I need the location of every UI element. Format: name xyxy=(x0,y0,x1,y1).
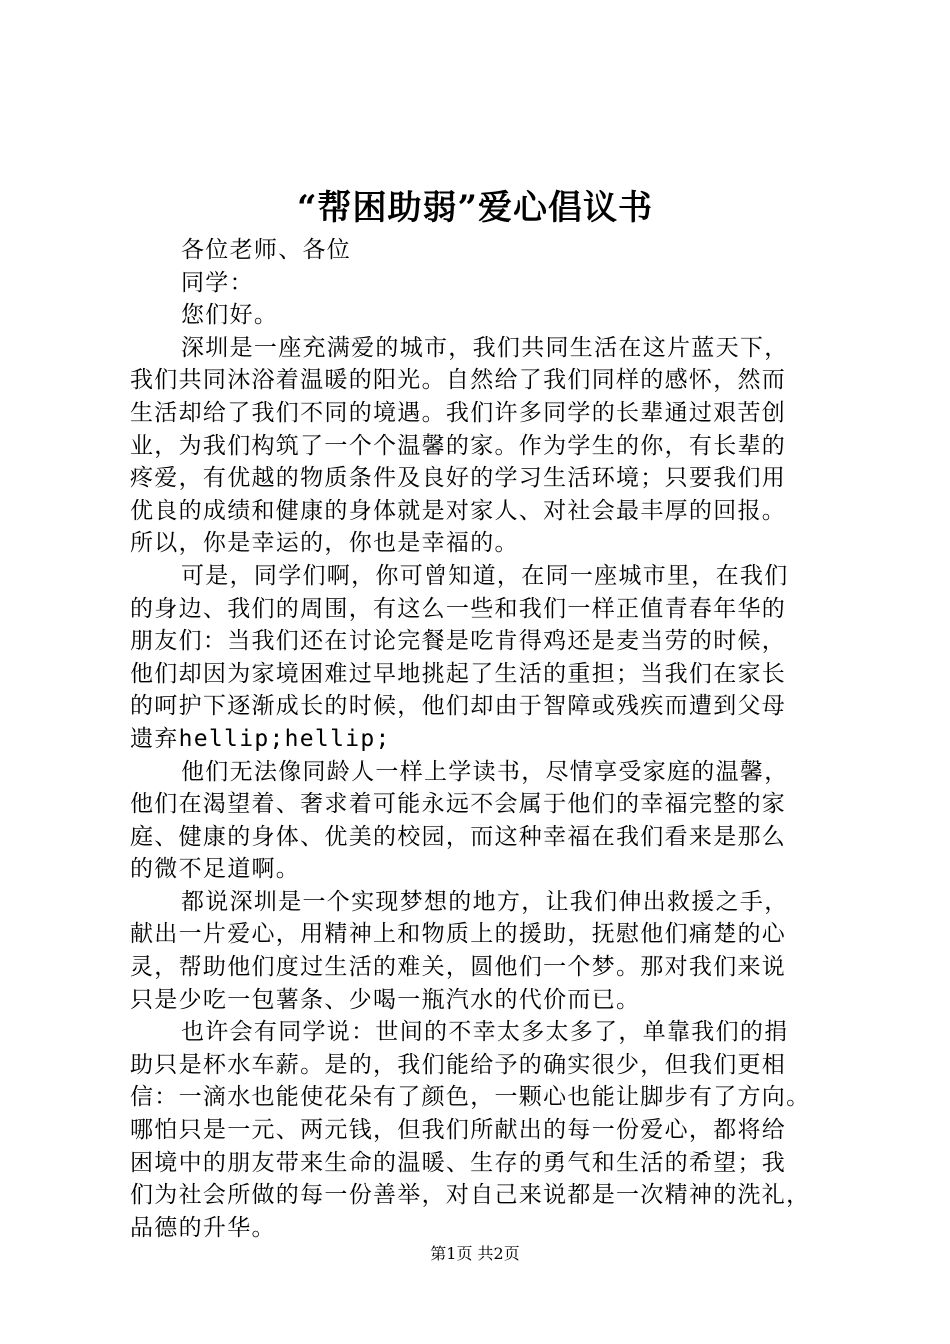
body-line: 哪怕只是一元、两元钱，但我们所献出的每一份爱心，都将给 xyxy=(130,1117,787,1144)
body-line: 的微不足道啊。 xyxy=(130,856,301,883)
body-line: 庭、健康的身体、优美的校园，而这种幸福在我们看来是那么 xyxy=(130,823,787,850)
body-line: 品德的升华。 xyxy=(130,1214,276,1241)
body-line: 的呵护下逐渐成长的时候，他们却由于智障或残疾而遭到父母 xyxy=(130,693,787,720)
body-line: 可是，同学们啊，你可曾知道，在同一座城市里，在我们 xyxy=(181,562,789,589)
body-line: 的身边、我们的周围，有这么一些和我们一样正值青春年华的 xyxy=(130,595,787,622)
body-line: 您们好。 xyxy=(181,302,279,329)
body-line: 们为社会所做的每一份善举，对自己来说都是一次精神的洗礼， xyxy=(130,1182,811,1209)
body-line: 他们在渴望着、奢求着可能永远不会属于他们的幸福完整的家 xyxy=(130,791,787,818)
body-line: 我们共同沐浴着温暖的阳光。自然给了我们同样的感怀，然而 xyxy=(130,367,787,394)
document-title: “帮困助弱”爱心倡议书 xyxy=(296,188,654,228)
document-body xyxy=(130,234,842,1244)
body-line: 只是少吃一包薯条、少喝一瓶汽水的代价而已。 xyxy=(130,986,641,1013)
body-line: 困境中的朋友带来生命的温暖、生存的勇气和生活的希望；我 xyxy=(130,1149,787,1176)
body-line: 都说深圳是一个实现梦想的地方，让我们伸出救援之手， xyxy=(181,888,789,915)
body-line: 生活却给了我们不同的境遇。我们许多同学的长辈通过艰苦创 xyxy=(130,399,787,426)
body-line: 信：一滴水也能使花朵有了颜色，一颗心也能让脚步有了方向。 xyxy=(130,1084,811,1111)
page-footer: 第1页 共2页 xyxy=(430,1244,520,1263)
body-line: 所以，你是幸运的，你也是幸福的。 xyxy=(130,530,519,557)
body-line: 疼爱，有优越的物质条件及良好的学习生活环境；只要我们用 xyxy=(130,465,787,492)
body-line: 朋友们：当我们还在讨论完餐是吃肯得鸡还是麦当劳的时候， xyxy=(130,628,787,655)
body-line: 业，为我们构筑了一个个温馨的家。作为学生的你，有长辈的 xyxy=(130,432,787,459)
body-line: 他们却因为家境困难过早地挑起了生活的重担；当我们在家长 xyxy=(130,660,787,687)
body-line: 遗弃hellip;hellip; xyxy=(130,725,391,752)
body-line: 灵，帮助他们度过生活的难关，圆他们一个梦。那对我们来说 xyxy=(130,954,787,981)
body-line: 优良的成绩和健康的身体就是对家人、对社会最丰厚的回报。 xyxy=(130,497,787,524)
body-line: 他们无法像同龄人一样上学读书，尽情享受家庭的温馨， xyxy=(181,758,789,785)
body-line: 献出一片爱心，用精神上和物质上的援助，抚慰他们痛楚的心 xyxy=(130,921,787,948)
body-line: 助只是杯水车薪。是的，我们能给予的确实很少，但我们更相 xyxy=(130,1051,787,1078)
body-line: 也许会有同学说：世间的不幸太多太多了，单靠我们的捐 xyxy=(181,1019,789,1046)
body-line: 各位老师、各位 xyxy=(181,237,352,263)
body-line: 深圳是一座充满爱的城市，我们共同生活在这片蓝天下， xyxy=(181,334,789,361)
body-line: 同学： xyxy=(181,269,254,296)
